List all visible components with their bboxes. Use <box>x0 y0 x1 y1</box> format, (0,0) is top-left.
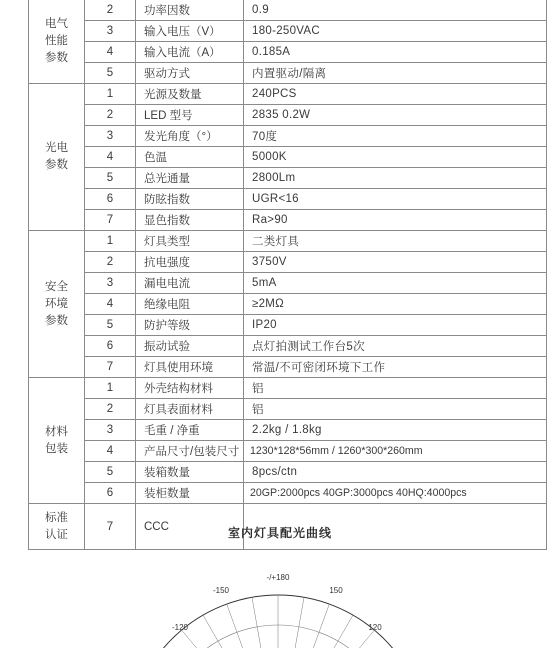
param-value: 2800Lm <box>244 168 547 189</box>
param-value: 铝 <box>244 399 547 420</box>
param-value: 180-250VAC <box>244 21 547 42</box>
param-name: 产品尺寸/包装尺寸 <box>136 441 244 462</box>
param-name: 输入电压（V） <box>136 21 244 42</box>
table-row <box>29 357 547 378</box>
param-value: 二类灯具 <box>244 231 547 252</box>
param-name: 灯具使用环境 <box>136 357 244 378</box>
table-row <box>29 378 547 399</box>
param-value: 常温/不可密闭环境下工作 <box>244 357 547 378</box>
polar-spoke <box>278 630 374 648</box>
param-name: 总光通量 <box>136 168 244 189</box>
row-number: 3 <box>85 126 136 147</box>
param-name: 绝缘电阻 <box>136 294 244 315</box>
row-number: 5 <box>85 168 136 189</box>
row-number: 5 <box>85 462 136 483</box>
row-number: 4 <box>85 42 136 63</box>
row-number: 2 <box>85 252 136 273</box>
param-name: 色温 <box>136 147 244 168</box>
param-name: 灯具表面材料 <box>136 399 244 420</box>
row-number: 5 <box>85 315 136 336</box>
table-row <box>29 0 547 21</box>
category-label: 安全 环境 参数 <box>45 280 68 327</box>
param-value: ≥2MΩ <box>244 294 547 315</box>
row-number: 2 <box>85 0 136 21</box>
table-row <box>29 336 547 357</box>
param-value: 0.9 <box>244 0 547 21</box>
param-value: 内置驱动/隔离 <box>244 63 547 84</box>
table-row <box>29 126 547 147</box>
table-row <box>29 420 547 441</box>
param-name: 输入电流（A） <box>136 42 244 63</box>
row-number: 1 <box>85 84 136 105</box>
param-value: Ra>90 <box>244 210 547 231</box>
param-name: 驱动方式 <box>136 63 244 84</box>
table-row <box>29 189 547 210</box>
row-number: 5 <box>85 63 136 84</box>
param-name: 防眩指数 <box>136 189 244 210</box>
param-name: 光源及数量 <box>136 84 244 105</box>
polar-spoke <box>278 604 329 648</box>
table-row <box>29 252 547 273</box>
polar-grid <box>128 595 428 648</box>
category-cell <box>29 231 85 378</box>
param-value: 70度 <box>244 126 547 147</box>
param-value: 1230*128*56mm / 1260*300*260mm <box>244 441 547 462</box>
param-name: 显色指数 <box>136 210 244 231</box>
row-number: 1 <box>85 231 136 252</box>
param-value: 5000K <box>244 147 547 168</box>
param-value: 3750V <box>244 252 547 273</box>
table-row <box>29 63 547 84</box>
row-number: 2 <box>85 399 136 420</box>
table-row <box>29 441 547 462</box>
row-number: 3 <box>85 21 136 42</box>
param-value: 2.2kg / 1.8kg <box>244 420 547 441</box>
row-number: 2 <box>85 105 136 126</box>
row-number: 3 <box>85 420 136 441</box>
table-row <box>29 483 547 504</box>
row-number: 6 <box>85 189 136 210</box>
param-value: 5mA <box>244 273 547 294</box>
table-row <box>29 273 547 294</box>
param-name: 装柜数量 <box>136 483 244 504</box>
table-row <box>29 399 547 420</box>
polar-spoke <box>227 604 278 648</box>
param-value: 2835 0.2W <box>244 105 547 126</box>
param-name: 振动试验 <box>136 336 244 357</box>
table-row <box>29 168 547 189</box>
row-number: 7 <box>85 210 136 231</box>
row-number: 4 <box>85 147 136 168</box>
param-name: 漏电电流 <box>136 273 244 294</box>
polar-spoke <box>182 630 278 648</box>
angle-label-upper-right: 150 <box>329 586 343 595</box>
param-name: 防护等级 <box>136 315 244 336</box>
param-name: 灯具类型 <box>136 231 244 252</box>
category-label: 光电 参数 <box>45 142 68 171</box>
table-row <box>29 210 547 231</box>
angle-label-left: -120 <box>171 623 189 632</box>
row-number: 7 <box>85 504 136 550</box>
table-row <box>29 462 547 483</box>
param-name: 外壳结构材料 <box>136 378 244 399</box>
polar-spoke <box>278 597 304 648</box>
param-name: 发光角度（°） <box>136 126 244 147</box>
curve-title: 室内灯具配光曲线 <box>227 526 332 540</box>
param-name: 装箱数量 <box>136 462 244 483</box>
param-name: 抗电强度 <box>136 252 244 273</box>
row-number: 3 <box>85 273 136 294</box>
polar-spoke <box>252 597 278 648</box>
category-label: 材料 包装 <box>45 425 68 455</box>
category-cell <box>29 378 85 504</box>
row-number: 1 <box>85 378 136 399</box>
param-value: 0.185A <box>244 42 547 63</box>
param-value: 240PCS <box>244 84 547 105</box>
table-row <box>29 231 547 252</box>
param-value: 20GP:2000pcs 40GP:3000pcs 40HQ:4000pcs <box>244 483 547 504</box>
param-value: IP20 <box>244 315 547 336</box>
param-value: 点灯拍测试工作台5次 <box>244 336 547 357</box>
row-number: 7 <box>85 357 136 378</box>
param-name: CCC <box>136 504 244 550</box>
table-row <box>29 21 547 42</box>
param-name: LED 型号 <box>136 105 244 126</box>
category-cell <box>29 0 85 84</box>
table-row <box>29 315 547 336</box>
param-value: 8pcs/ctn <box>244 462 547 483</box>
param-name: 功率因数 <box>136 0 244 21</box>
row-number: 6 <box>85 483 136 504</box>
angle-label-upper-left: -150 <box>212 586 230 595</box>
category-cell <box>29 84 85 231</box>
spec-table <box>28 0 547 550</box>
polar-curve-diagram <box>0 560 560 648</box>
category-label: 标准 认证 <box>45 511 68 541</box>
table-row <box>29 147 547 168</box>
table-row <box>29 42 547 63</box>
param-value: UGR<16 <box>244 189 547 210</box>
table-row <box>29 84 547 105</box>
table-row <box>29 105 547 126</box>
angle-label-right: 120 <box>368 623 382 632</box>
row-number: 6 <box>85 336 136 357</box>
table-row <box>29 294 547 315</box>
param-name: 毛重 / 净重 <box>136 420 244 441</box>
row-number: 4 <box>85 294 136 315</box>
category-label: 电气 性能 参数 <box>45 18 68 64</box>
row-number: 4 <box>85 441 136 462</box>
param-value: 铝 <box>244 378 547 399</box>
angle-label-top: -/+180 <box>266 573 290 582</box>
